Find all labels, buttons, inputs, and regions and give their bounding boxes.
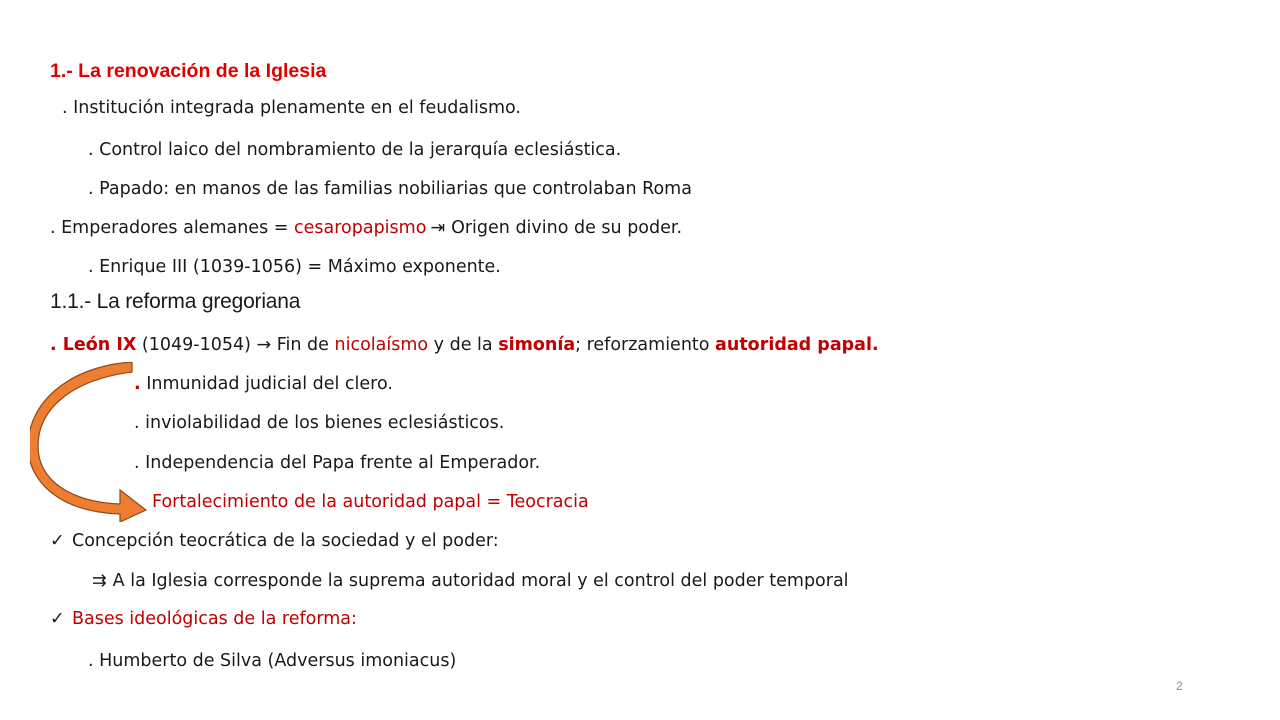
bullet-lay-control: . Control laico del nombramiento de la jerarquía eclesiástica. <box>88 140 622 160</box>
double-right-arrow-icon: ⇉ <box>92 571 107 591</box>
ideological-bases-text: Bases ideológicas de la reforma: <box>72 609 357 629</box>
divine-origin-text: Origen divino de su poder. <box>451 218 683 238</box>
curved-arrow-shape <box>30 362 146 522</box>
simonia-term: simonía <box>498 335 576 355</box>
bullet-judicial-immunity <box>134 373 393 395</box>
right-arrow-icon: → <box>256 335 272 355</box>
theocratic-conception-text: Concepción teocrática de la sociedad y el poder: <box>72 531 499 551</box>
bullet-ideological-bases <box>50 608 357 630</box>
emperors-text: . Emperadores alemanes = <box>50 218 294 238</box>
judicial-immunity-text: Inmunidad judicial del clero. <box>140 374 393 394</box>
bullet-humberto: . Humberto de Silva (Adversus imoniacus) <box>88 651 457 671</box>
page-number: 2 <box>1176 679 1183 693</box>
check-icon: ✓ <box>50 609 65 629</box>
bullet-inviolability: . inviolabilidad de los bienes eclesiásticos. <box>134 413 505 433</box>
reforzamiento-text: ; reforzamiento <box>575 335 716 355</box>
bullet-henry-iii: . Enrique III (1039-1056) = Máximo exponente. <box>88 257 501 277</box>
leon-ix-name: . León IX <box>50 335 137 355</box>
leon-ix-years: (1049-1054) <box>136 335 257 355</box>
bullet-church-authority <box>88 570 849 592</box>
bullet-theocratic-conception <box>50 530 499 552</box>
bullet-leon-ix <box>50 334 879 356</box>
cesaropapismo-term: cesaropapismo <box>293 218 427 238</box>
bullet-papacy: . Papado: en manos de las familias nobiliarias que controlaban Roma <box>88 179 692 199</box>
church-authority-text: A la Iglesia corresponde la suprema autoridad moral y el control del poder temporal <box>112 571 849 591</box>
theocracy-conclusion: Fortalecimiento de la autoridad papal = Teocracia <box>152 492 589 512</box>
y-de-la-text: y de la <box>428 335 499 355</box>
red-dot: . <box>134 374 141 394</box>
curved-arrow-icon <box>30 362 150 522</box>
fin-de-text: Fin de <box>271 335 335 355</box>
autoridad-papal-term: autoridad papal. <box>715 335 879 355</box>
section-subtitle: 1.1.- La reforma gregoriana <box>50 290 301 313</box>
bullet-independence: . Independencia del Papa frente al Emperador. <box>134 453 541 473</box>
nicolaismo-term: nicolaísmo <box>334 335 429 355</box>
check-icon: ✓ <box>50 531 65 551</box>
bullet-feudalism: . Institución integrada plenamente en el feudalismo. <box>62 98 521 118</box>
bullet-emperors <box>50 217 682 239</box>
slide-title: 1.- La renovación de la Iglesia <box>50 60 327 82</box>
arrow-to-bar-icon: ⇥ <box>430 218 446 238</box>
